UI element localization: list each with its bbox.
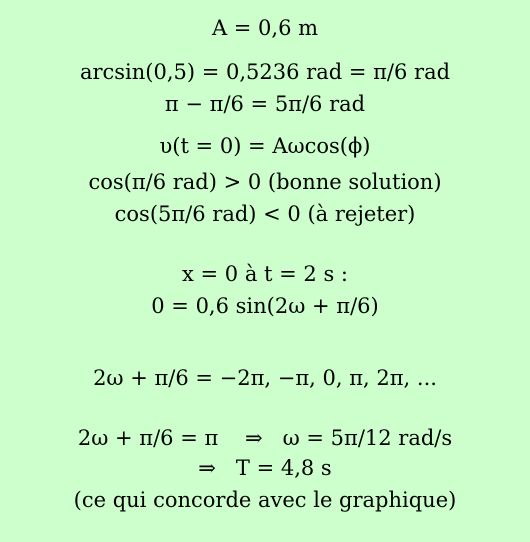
rejected-solution-line: cos(5π/6 rad) < 0 (à rejeter) [114,202,416,226]
omega-result-line: 2ω + π/6 = π ⇒ ω = 5π/12 rad/s [77,426,453,450]
condition-line: x = 0 à t = 2 s : [182,262,348,286]
valid-solution-line: cos(π/6 rad) > 0 (bonne solution) [88,170,442,194]
amplitude-line: A = 0,6 m [211,16,319,40]
arcsin-line: arcsin(0,5) = 0,5236 rad = π/6 rad [79,60,451,84]
initial-velocity-line: υ(t = 0) = Aωcos(ϕ) [159,134,371,158]
solutions-line: 2ω + π/6 = −2π, −π, 0, π, 2π, ... [93,366,437,390]
equation-line: 0 = 0,6 sin(2ω + π/6) [151,294,379,318]
graph-agreement-line: (ce qui concorde avec le graphique) [73,488,457,512]
period-result-line: ⇒ T = 4,8 s [198,456,332,480]
supplementary-angle-line: π − π/6 = 5π/6 rad [164,92,366,116]
